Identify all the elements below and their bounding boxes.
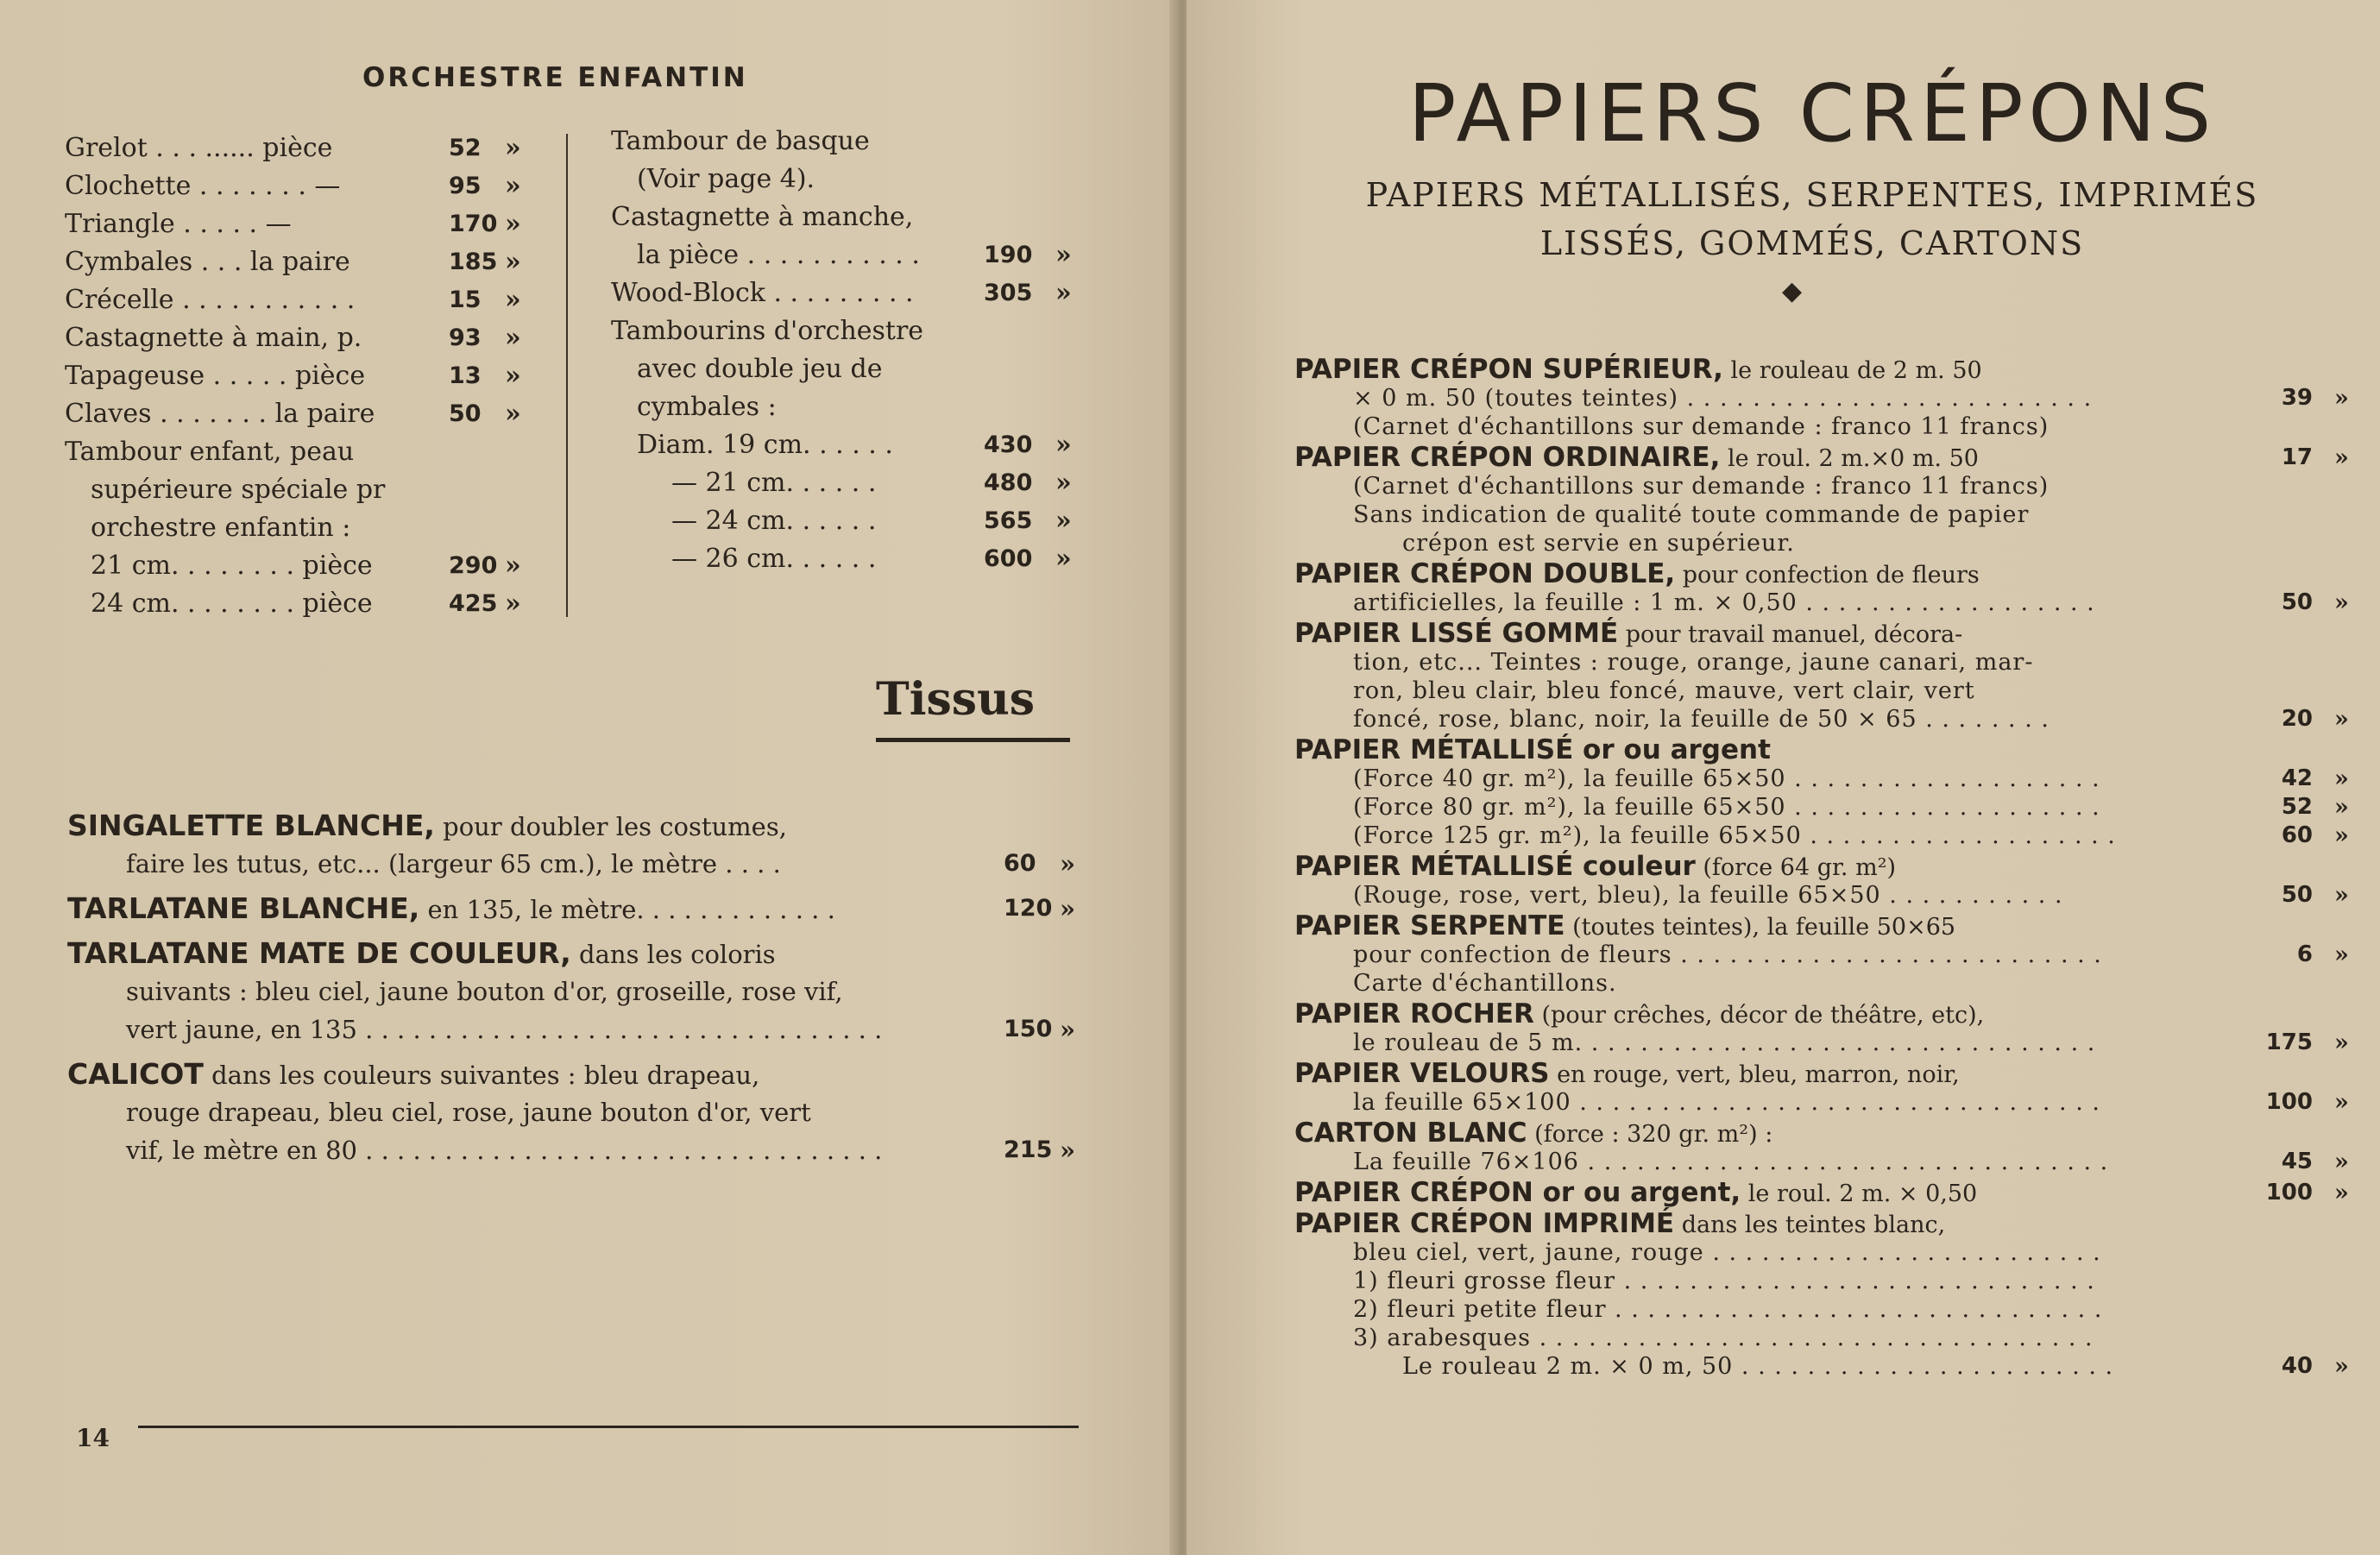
entry-price: 17 [2281,444,2313,470]
entry-description-line: vif, le mètre en 80 . . . . . . . . . . . . . . . . . . . . . . . . . . . . . . . . . 215 » [67,1131,1077,1169]
entry-description: en rouge, vert, bleu, marron, noir, [1549,1061,1960,1088]
price-row [65,167,531,205]
line-text: (Rouge, rose, vert, bleu), la feuille 65×50 . . . . . . . . . . . [1353,882,2063,909]
entry-head-line [1294,620,2321,648]
item-label: orchestre enfantin : [91,513,351,543]
guillemet-mark: » [2334,444,2349,471]
entry-price: 150 [1004,1016,1053,1042]
entry-description-line [1294,500,2321,529]
entry-name: PAPIER CRÉPON IMPRIMÉ [1294,1208,1675,1239]
entry-description-line [1294,1324,2321,1352]
line-text: La feuille 76×106 . . . . . . . . . . . . . . . . . . . . . . . . . . . . . . . . [1353,1149,2109,1175]
entry-description-line [1294,1295,2321,1324]
papier-entry [1294,354,2349,441]
item-price: 565 [984,507,1033,534]
tissus-list [67,807,1077,1176]
diamond-ornament-icon: ◆ [1782,276,1803,306]
item-price: 13 [449,362,482,389]
subtitle-line-2: LISSÉS, GOMMÉS, CARTONS [1539,224,2085,262]
guillemet-mark: » [2334,765,2349,792]
guillemet-mark: » [2334,385,2349,412]
item-price: 15 [449,286,482,313]
entry-description-line [1294,822,2349,850]
price-row [65,509,531,547]
item-price: 50 [449,400,482,427]
price-row [611,312,1077,350]
price-row [65,205,531,243]
entry-description-line [1294,589,2349,617]
column-divider [566,134,568,617]
guillemet-mark: » [1055,544,1072,574]
item-price: 95 [449,173,482,199]
entry-description-line [1294,941,2349,969]
price-row [611,426,1077,464]
entry-name: PAPIER VELOURS [1294,1058,1550,1089]
entry-name: PAPIER CRÉPON ORDINAIRE, [1294,442,1721,473]
papier-entry [1294,558,2349,617]
guillemet-mark: » [1055,430,1072,460]
price-row [611,350,1077,388]
price-row [611,388,1077,426]
price-row [611,464,1077,502]
price-row [65,319,531,357]
subtitle-line-1: PAPIERS MÉTALLISÉS, SERPENTES, IMPRIMÉS [1365,176,2259,214]
price-row [65,129,531,167]
guillemet-mark: » [2334,941,2349,968]
item-label: Grelot . . . ...... pièce [65,133,333,163]
line-text: (Force 80 gr. m²), la feuille 65×50 . . . . . . . . . . . . . . . . . . . [1353,794,2100,821]
entry-description: (force 64 gr. m²) [1695,854,1897,881]
price-row [65,547,531,585]
item-price: 290 [449,552,498,579]
entry-description: (toutes teintes), la feuille 50×65 [1565,914,1956,941]
entry-price: 50 [2281,882,2313,908]
line-text: (Force 40 gr. m²), la feuille 65×50 . . . . . . . . . . . . . . . . . . . [1353,765,2100,792]
guillemet-mark: » [2334,1149,2349,1175]
papier-entry [1294,734,2349,850]
entry-head-line [1294,1060,2321,1088]
entry-description-line [1294,648,2321,677]
entry-name: PAPIER CRÉPON or ou argent, [1294,1177,1741,1208]
item-price: 52 [449,135,482,161]
tissu-entry [67,890,1077,928]
entry-head-line [1294,1000,2321,1029]
line-text: tion, etc... Teintes : rouge, orange, jaune canari, mar- [1353,649,2034,676]
line-text: (Carnet d'échantillons sur demande : franco 11 francs) [1353,413,2049,440]
item-label: Claves . . . . . . . la paire [65,399,375,429]
item-label: Castagnette à main, p. [65,323,362,353]
entry-name: TARLATANE BLANCHE, [67,891,420,925]
line-text: la feuille 65×100 . . . . . . . . . . . . . . . . . . . . . . . . . . . . . . . . [1353,1089,2100,1116]
entry-head-line [1294,560,2321,589]
item-label: cymbales : [637,392,777,422]
guillemet-mark: » [1060,849,1076,878]
item-label: Tambour de basque [611,126,870,156]
entry-description-line [1294,1088,2349,1117]
entry-head-line [1294,736,2321,765]
line-text: crépon est servie en supérieur. [1402,530,1795,557]
line-text: (Force 125 gr. m²), la feuille 65×50 . . . . . . . . . . . . . . . . . . . [1353,822,2116,849]
guillemet-mark: » [1055,240,1072,270]
price-row [611,161,1077,198]
entry-description: le roul. 2 m.×0 m. 50 [1720,445,1979,472]
entry-description: pour travail manuel, décora- [1618,621,1963,648]
papier-entry [1294,1058,2349,1117]
entry-name: CALICOT [67,1057,204,1091]
entry-description-line [1294,1148,2349,1176]
item-price: 93 [449,324,482,351]
item-price: 190 [984,242,1033,268]
entry-head-line [1294,442,2349,473]
price-row [65,357,531,395]
entry-head-line [1294,356,2321,384]
guillemet-mark: » [2334,1180,2349,1206]
entry-name: PAPIER MÉTALLISÉ or ou argent [1294,734,1771,765]
entry-price: 39 [2281,385,2313,411]
entry-description: (pour crêches, décor de théâtre, etc), [1533,1002,1985,1029]
guillemet-mark: » [505,551,521,581]
item-label: Cymbales . . . la paire [65,247,350,277]
guillemet-mark: » [1055,278,1072,308]
line-text: bleu ciel, vert, jaune, rouge . . . . . . . . . . . . . . . . . . . . . . . . [1353,1239,2101,1266]
entry-description: en 135, le mètre. . . . . . . . . . . . . [419,895,835,924]
entry-head-line [1294,1210,2321,1238]
entry-description: pour doubler les costumes, [434,812,787,841]
item-label: Clochette . . . . . . . — [65,171,341,201]
entry-description-line [1294,793,2349,822]
papier-entry [1294,851,2349,910]
item-label: Castagnette à manche, [611,202,914,232]
papier-entry [1294,1208,2349,1381]
entry-name: PAPIER SERPENTE [1294,910,1565,941]
entry-description: le roul. 2 m. × 0,50 [1741,1180,1978,1207]
line-text: foncé, rose, blanc, noir, la feuille de 50 × 65 . . . . . . . . [1353,706,2049,733]
entry-description: dans les coloris [570,940,776,969]
entry-price: 40 [2281,1353,2313,1379]
guillemet-mark: » [2334,1029,2349,1056]
entry-price: 175 [2265,1029,2313,1055]
entry-price: 215 [1004,1136,1053,1163]
price-column-1 [65,129,531,623]
guillemet-mark: » [1055,506,1072,536]
papier-entry [1294,1177,2349,1208]
entry-name: TARLATANE MATE DE COULEUR, [67,936,571,970]
line-text: artificielles, la feuille : 1 m. × 0,50 . . . . . . . . . . . . . . . . . . [1353,589,2095,616]
line-text: pour confection de fleurs . . . . . . . . . . . . . . . . . . . . . . . . . . [1353,941,2102,968]
papier-entry [1294,618,2349,733]
guillemet-mark: » [2334,706,2349,733]
guillemet-mark: » [2334,1353,2349,1380]
item-label: — 26 cm. . . . . . [671,544,877,574]
entry-head-line [67,890,1077,928]
entry-description-line [1294,529,2321,557]
price-row [611,123,1077,161]
entry-description-line [1294,1238,2321,1267]
tissus-heading: Tissus [876,673,1036,726]
entry-description-line [1294,1267,2321,1295]
guillemet-mark: » [505,247,521,277]
line-text: 1) fleuri grosse fleur . . . . . . . . . . . . . . . . . . . . . . . . . . . . . [1353,1268,2095,1294]
entry-description-line [1294,1352,2349,1381]
tissus-underline [876,738,1070,742]
entry-price: 52 [2281,794,2313,820]
guillemet-mark: » [505,171,521,201]
entry-name: PAPIER ROCHER [1294,998,1534,1029]
entry-price: 60 [2281,822,2313,848]
footer-rule [138,1426,1079,1428]
page-number: 14 [76,1424,110,1452]
entry-name: SINGALETTE BLANCHE, [67,809,435,842]
entry-name: PAPIER CRÉPON SUPÉRIEUR, [1294,354,1723,385]
entry-price: 6 [2296,941,2313,967]
entry-description-line [1294,765,2349,793]
line-text: × 0 m. 50 (toutes teintes) . . . . . . . . . . . . . . . . . . . . . . . . . [1353,385,2093,412]
entry-head-line [67,935,1077,973]
entry-description-line: vert jaune, en 135 . . . . . . . . . . . . . . . . . . . . . . . . . . . . . . . . . 150 » [67,1010,1077,1048]
line-text: (Carnet d'échantillons sur demande : franco 11 francs) [1353,473,2049,500]
entry-description-line [1294,705,2349,733]
entry-description-line [1294,472,2321,500]
guillemet-mark: » [1060,1015,1076,1044]
item-label: Tapageuse . . . . . pièce [65,361,366,391]
line-text: Sans indication de qualité toute commande de papier [1353,501,2030,528]
item-label: — 24 cm. . . . . . [671,506,877,536]
item-price: 480 [984,469,1033,496]
entry-price: 120 [1004,895,1053,922]
line-text: ron, bleu clair, bleu foncé, mauve, vert clair, vert [1353,677,1975,704]
guillemet-mark: » [505,209,521,239]
guillemet-mark: » [2334,822,2349,849]
entry-head-line [1294,1119,2321,1148]
entry-price: 42 [2281,765,2313,791]
entry-head-line [67,1055,1077,1093]
entry-description-line: rouge drapeau, bleu ciel, rose, jaune bouton d'or, vert [126,1098,811,1127]
entry-head-line [1294,853,2321,881]
item-price: 185 [449,249,498,275]
price-row [611,540,1077,578]
item-label: Triangle . . . . . — [65,209,292,239]
item-price: 305 [984,280,1033,306]
guillemet-mark: » [1060,1136,1076,1165]
entry-head-line [67,807,1077,845]
item-label: avec double jeu de [637,354,883,384]
price-row [611,198,1077,236]
entry-description-line [1294,677,2321,705]
entry-price: 50 [2281,589,2313,615]
page-subtitle [1273,171,2352,268]
price-row [65,243,531,281]
line-text: 2) fleuri petite fleur . . . . . . . . . . . . . . . . . . . . . . . . . . . . . . [1353,1296,2103,1323]
papiers-list [1294,354,2349,1383]
tissu-entry [67,807,1077,883]
entry-description-line [1294,384,2349,412]
entry-head-line [1294,912,2321,941]
entry-name: CARTON BLANC [1294,1117,1527,1149]
guillemet-mark: » [505,361,521,391]
entry-description-line: faire les tutus, etc... (largeur 65 cm.), le mètre . . . . 60 » [67,845,1077,883]
papier-entry [1294,442,2349,557]
entry-name: PAPIER LISSÉ GOMMÉ [1294,618,1619,649]
guillemet-mark: » [1055,468,1072,498]
papier-entry [1294,910,2349,998]
line-text: Carte d'échantillons. [1353,970,1617,997]
price-row [65,281,531,319]
item-label: Tambourins d'orchestre [611,316,924,346]
item-price: 170 [449,211,498,237]
entry-name: PAPIER MÉTALLISÉ couleur [1294,851,1696,882]
entry-description: dans les couleurs suivantes : bleu drapeau, [203,1061,760,1090]
guillemet-mark: » [505,399,521,429]
line-text: le rouleau de 5 m. . . . . . . . . . . . . . . . . . . . . . . . . . . . . . . . [1353,1029,2096,1056]
entry-head-line [1294,1177,2349,1208]
entry-description: pour confection de fleurs [1675,562,1980,589]
entry-price: 60 [1004,850,1036,877]
papier-entry [1294,1117,2349,1176]
entry-description: le rouleau de 2 m. 50 [1722,357,1982,384]
item-label: Wood-Block . . . . . . . . . [611,278,914,308]
page-title: PAPIERS CRÉPONS [1407,67,2217,160]
entry-description-line [1294,969,2321,998]
item-label: Tambour enfant, peau [65,437,355,467]
entry-description-line: suivants : bleu ciel, jaune bouton d'or, groseille, rose vif, [126,977,843,1006]
price-row [65,585,531,623]
item-label: supérieure spéciale pr [91,475,386,505]
price-row [611,236,1077,274]
entry-price: 45 [2281,1149,2313,1174]
tissu-entry [67,935,1077,1048]
left-page [0,0,1178,1555]
guillemet-mark: » [505,323,521,353]
item-label: — 21 cm. . . . . . [671,468,877,498]
guillemet-mark: » [505,589,521,619]
guillemet-mark: » [2334,1089,2349,1116]
entry-price: 20 [2281,706,2313,732]
item-label: Crécelle . . . . . . . . . . . [65,285,356,315]
price-row [65,433,531,471]
item-label: la pièce . . . . . . . . . . . [637,240,920,270]
item-price: 425 [449,590,498,617]
entry-name: PAPIER CRÉPON DOUBLE, [1294,558,1676,589]
price-row [65,471,531,509]
item-label: Diam. 19 cm. . . . . . [637,430,893,460]
item-label: 21 cm. . . . . . . . pièce [91,551,373,581]
guillemet-mark: » [1060,894,1076,923]
section-title: ORCHESTRE ENFANTIN [362,62,748,93]
price-row [611,502,1077,540]
entry-description-line [1294,881,2349,910]
tissu-entry [67,1055,1077,1169]
line-text: 3) arabesques . . . . . . . . . . . . . . . . . . . . . . . . . . . . . . . . . . [1353,1325,2094,1351]
price-row [611,274,1077,312]
guillemet-mark: » [2334,882,2349,909]
entry-description: (force : 320 gr. m²) : [1527,1121,1773,1148]
entry-description: dans les teintes blanc, [1674,1212,1946,1238]
guillemet-mark: » [2334,589,2349,616]
item-price: 430 [984,431,1033,458]
guillemet-mark: » [505,285,521,315]
entry-description-line [1294,412,2321,441]
line-text: Le rouleau 2 m. × 0 m, 50 . . . . . . . . . . . . . . . . . . . . . . . [1402,1353,2114,1380]
guillemet-mark: » [505,133,521,163]
item-label: 24 cm. . . . . . . . pièce [91,589,373,619]
item-label: (Voir page 4). [637,164,815,194]
entry-price: 100 [2265,1180,2313,1206]
item-price: 600 [984,545,1033,572]
guillemet-mark: » [2334,794,2349,821]
price-row [65,395,531,433]
price-column-2 [611,123,1077,578]
entry-description-line [1294,1029,2349,1057]
entry-price: 100 [2265,1089,2313,1115]
papier-entry [1294,998,2349,1057]
